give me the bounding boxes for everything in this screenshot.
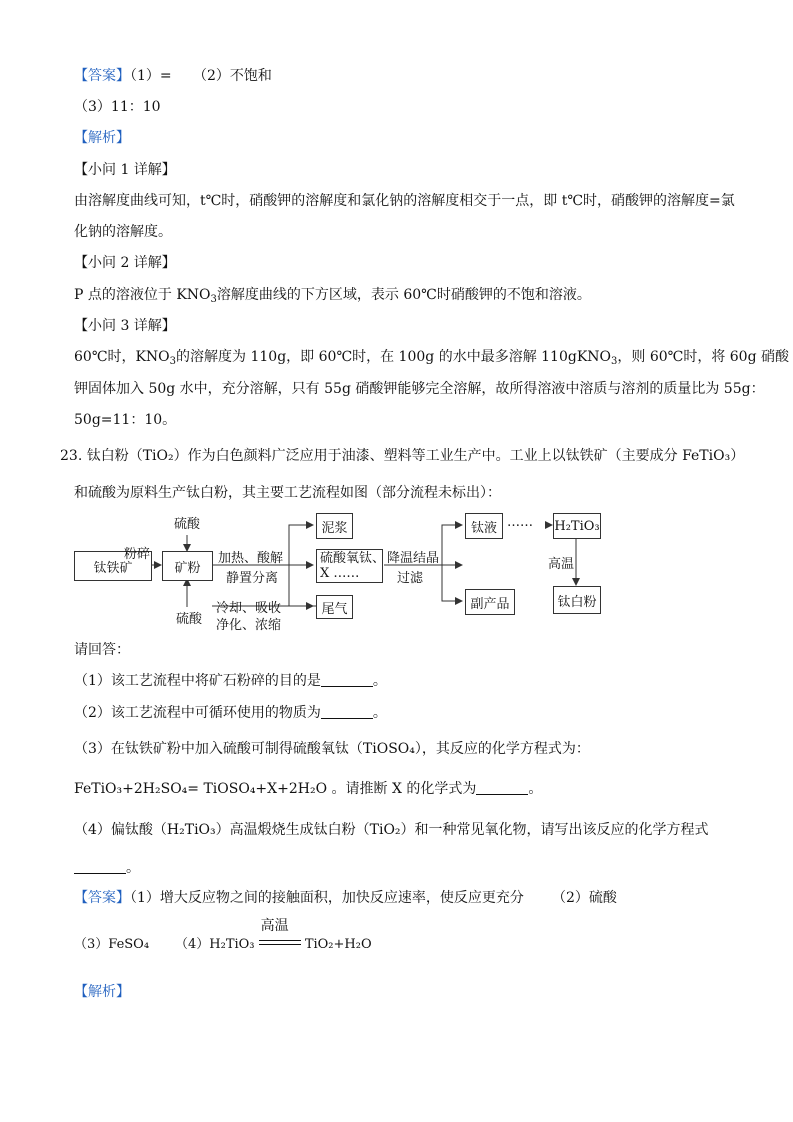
- answer-part-2: （2）不饱和: [193, 68, 272, 84]
- answer2-line-1: [74, 888, 617, 908]
- answer-tag: 【答案】: [74, 68, 130, 84]
- q3-text-1e: ，则 60℃时，将 60g 硝酸: [617, 349, 789, 365]
- answer2-line-2: [74, 918, 372, 955]
- answer2-equation: [175, 918, 372, 955]
- process-flowchart: [0, 505, 793, 635]
- label-sulfuric-bottom: 硫酸: [176, 612, 203, 627]
- q2-text: [74, 285, 591, 310]
- sub1-period: 。: [372, 673, 387, 689]
- label-cool-crystal: 降温结晶: [387, 551, 440, 566]
- q23-sub3-1: （3）在钛铁矿粉中加入硫酸可制得硫酸氧钛（TiOSO₄），其反应的化学方程式为：: [74, 741, 590, 757]
- q23-prompt: 请回答：: [74, 642, 130, 658]
- label-crush: 粉碎: [124, 547, 151, 562]
- q23-sub4-2: [74, 858, 140, 878]
- titanyl-line-1: 硫酸氧钛、: [320, 551, 386, 566]
- q3-text-1a: 60℃时，KNO: [74, 349, 170, 365]
- equation-equals: [259, 940, 301, 945]
- label-purify: 净化、浓缩: [216, 618, 282, 633]
- q1-text-2: 化钠的溶解度。: [74, 224, 172, 240]
- answer2-part-2: （2）硫酸: [552, 890, 617, 906]
- box-titanium-ore: 钛铁矿: [74, 551, 152, 581]
- answer-line-2: （3）11：10: [74, 99, 161, 115]
- q2-text-pre: P 点的溶液位于 KNO: [74, 287, 211, 303]
- sub2-text: （2）该工艺流程中可循环使用的物质为: [74, 705, 321, 721]
- answer2-part-3: （3）FeSO₄: [74, 937, 150, 952]
- box-byproduct: 副产品: [465, 589, 515, 615]
- q1-text-1: 由溶解度曲线可知，t℃时，硝酸钾的溶解度和氯化钠的溶解度相交于一点，即 t℃时，硝酸钾的溶解度=氯: [74, 193, 735, 209]
- label-settle: 静置分离: [226, 571, 279, 586]
- q3-text-1: [74, 347, 789, 372]
- sub1-text: （1）该工艺流程中将矿石粉碎的目的是: [74, 673, 321, 689]
- label-high-temp: 高温: [548, 557, 575, 572]
- q23-sub3-2: [74, 779, 542, 799]
- label-cool-absorb: 冷却、吸收: [216, 601, 282, 616]
- q23-sub4-1: （4）偏钛酸（H₂TiO₃）高温煅烧生成钛白粉（TiO₂）和一种常见氧化物，请写出该反应的化学方程式: [74, 822, 709, 838]
- sub2-period: 。: [372, 705, 387, 721]
- answer-line-1: [74, 66, 272, 86]
- box-tail-gas: 尾气: [316, 595, 353, 619]
- sub3-period: 。: [528, 781, 543, 797]
- label-heat-acid: 加热、酸解: [218, 551, 284, 566]
- titanyl-line-2: X ……: [320, 566, 360, 581]
- label-dots: ……: [507, 515, 533, 530]
- q23-sub2: [74, 703, 387, 723]
- analysis2-title: 【解析】: [74, 984, 130, 1000]
- box-mud: 泥浆: [316, 513, 353, 539]
- q3-text-3: 50g=11：10。: [74, 412, 177, 428]
- equation-reactant: （4）H₂TiO₃: [175, 937, 255, 952]
- q3-text-1c: 的溶解度为 110g，即 60℃时，在 100g 的水中最多溶解 110gKNO: [176, 349, 612, 365]
- q23-intro-2: 和硫酸为原料生产钛白粉，其主要工艺流程如图（部分流程未标出）：: [74, 485, 501, 501]
- box-ti-white: 钛白粉: [553, 586, 601, 614]
- equation-condition-group: [259, 918, 301, 950]
- sub4-period: 。: [126, 860, 140, 876]
- answer-blank-2[interactable]: [321, 704, 373, 719]
- label-filter: 过滤: [397, 571, 424, 586]
- box-titanyl-sulfate: [316, 549, 386, 583]
- answer2-part-1: （1）增大反应物之间的接触面积，加快反应速率，使反应更充分: [130, 890, 524, 906]
- q2-text-post: 溶解度曲线的下方区域，表示 60℃时硝酸钾的不饱和溶液。: [216, 287, 591, 303]
- q2-text-sub: 3: [210, 294, 217, 305]
- q2-title: 【小问 2 详解】: [74, 255, 176, 271]
- answer2-tag: 【答案】: [74, 890, 130, 906]
- q23-sub1: [74, 671, 387, 691]
- equation-product: TiO₂+H₂O: [304, 937, 372, 952]
- box-ore-powder: 矿粉: [162, 551, 213, 581]
- answer-blank-4[interactable]: [74, 859, 126, 874]
- box-ti-solution: 钛液: [465, 513, 503, 539]
- q3-title: 【小问 3 详解】: [74, 318, 176, 334]
- sub3-text-2: FeTiO₃+2H₂SO₄= TiOSO₄+X+2H₂O 。请推断 X 的化学式为: [74, 781, 477, 797]
- q3-text-1d: 3: [611, 356, 618, 367]
- analysis-tag: 解析: [88, 130, 116, 146]
- answer-blank-1[interactable]: [321, 672, 373, 687]
- q1-title: 【小问 1 详解】: [74, 162, 176, 178]
- q23-intro-1: 23. 钛白粉（TiO₂）作为白色颜料广泛应用于油漆、塑料等工业生产中。工业上以钛铁矿（主要成分 FeTiO₃）: [60, 448, 745, 464]
- analysis-title: 【解析】: [74, 130, 130, 146]
- label-sulfuric-top: 硫酸: [174, 517, 201, 532]
- answer-blank-3[interactable]: [476, 780, 528, 795]
- answer-part-1: （1）=: [130, 68, 172, 84]
- box-h2tio3: H₂TiO₃: [553, 513, 601, 539]
- q3-text-1b: 3: [169, 356, 177, 367]
- equation-condition: 高温: [260, 918, 289, 934]
- q3-text-2: 钾固体加入 50g 水中，充分溶解，只有 55g 硝酸钾能够完全溶解，故所得溶液中溶质与溶剂的质量比为 55g：: [74, 381, 765, 397]
